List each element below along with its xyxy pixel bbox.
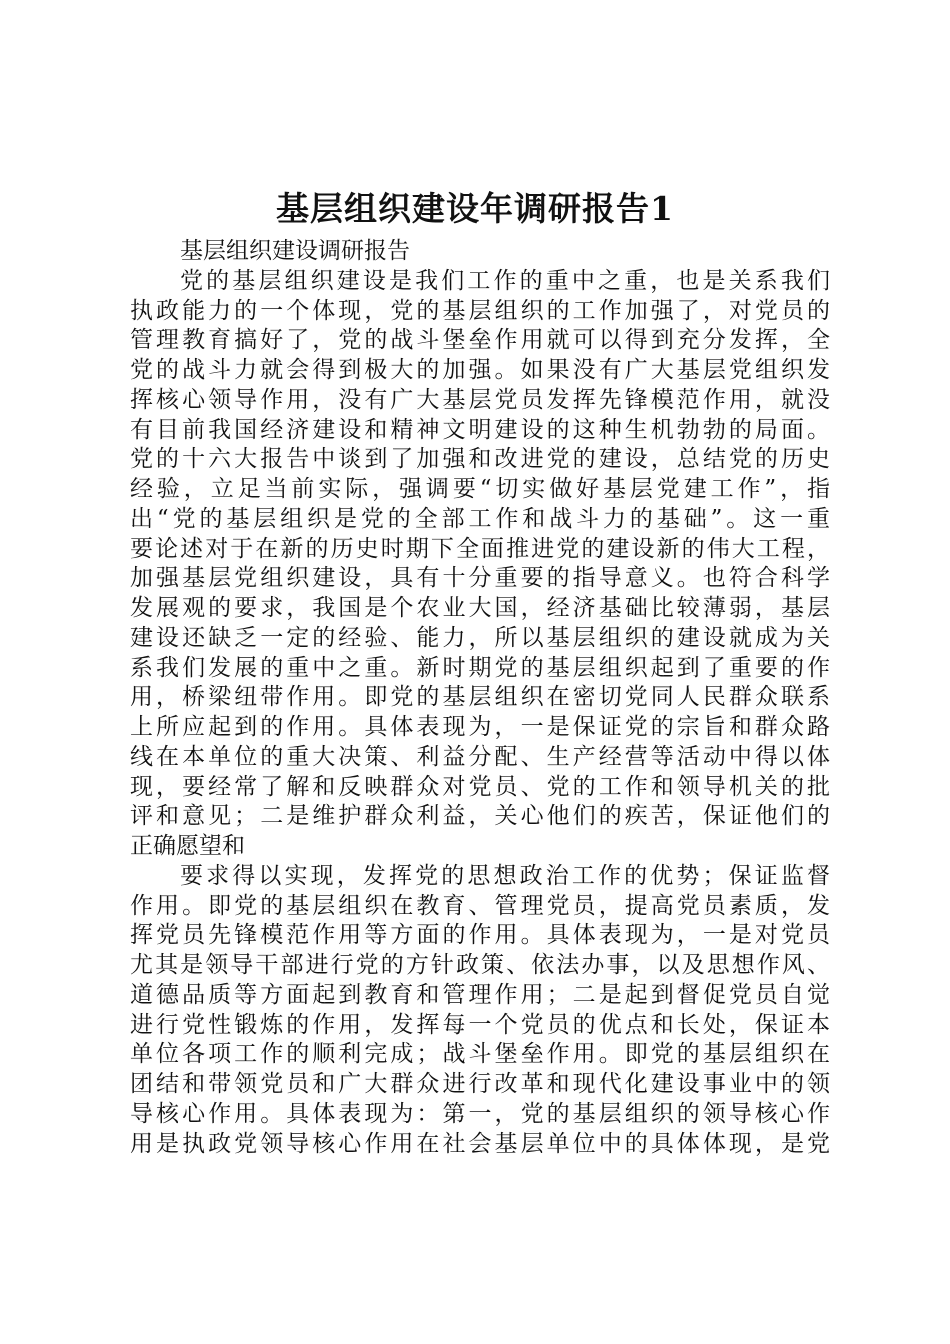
paragraph-line: 线在本单位的重大决策、利益分配、生产经营等活动中得以体 (130, 743, 830, 770)
document-subtitle: 基层组织建设调研报告 (180, 238, 410, 264)
paragraph-line: 有目前我国经济建设和精神文明建设的这种生机勃勃的局面。 (130, 416, 830, 443)
paragraph-line: 上所应起到的作用。具体表现为，一是保证党的宗旨和群众路 (130, 714, 830, 740)
paragraph-1 (130, 267, 830, 862)
paragraph-line: 现，要经常了解和反映群众对党员、党的工作和领导机关的批 (130, 773, 830, 800)
paragraph-line: 党的基层组织建设是我们工作的重中之重，也是关系我们 (180, 267, 830, 294)
paragraph-line: 系我们发展的重中之重。新时期党的基层组织起到了重要的作 (130, 654, 830, 681)
paragraph-line: 出“党的基层组织是党的全部工作和战斗力的基础”。这一重 (130, 505, 830, 532)
paragraph-line: 经验，立足当前实际，强调要“切实做好基层党建工作”，指 (130, 476, 830, 502)
document-body (130, 237, 830, 1159)
paragraph-line: 党的战斗力就会得到极大的加强。如果没有广大基层党组织发 (130, 357, 830, 383)
paragraph-line: 道德品质等方面起到教育和管理作用；二是起到督促党员自觉 (130, 981, 830, 1008)
paragraph-line: 进行党性锻炼的作用，发挥每一个党员的优点和长处，保证本 (130, 1011, 830, 1038)
paragraph-line: 团结和带领党员和广大群众进行改革和现代化建设事业中的领 (130, 1071, 830, 1097)
paragraph-line: 评和意见；二是维护群众利益，关心他们的疾苦，保证他们的 (130, 803, 830, 830)
paragraph-line: 单位各项工作的顺利完成；战斗堡垒作用。即党的基层组织在 (130, 1041, 830, 1068)
paragraph-line: 管理教育搞好了，党的战斗堡垒作用就可以得到充分发挥，全 (130, 327, 830, 354)
paragraph-line: 导核心作用。具体表现为：第一，党的基层组织的领导核心作 (130, 1100, 830, 1127)
paragraph-line: 建设还缺乏一定的经验、能力，所以基层组织的建设就成为关 (130, 624, 830, 651)
paragraph-line: 用，桥梁纽带作用。即党的基层组织在密切党同人民群众联系 (130, 684, 830, 711)
paragraph-2 (130, 862, 830, 1160)
paragraph-line: 用是执政党领导核心作用在社会基层单位中的具体体现，是党 (130, 1130, 830, 1157)
paragraph-line: 尤其是领导干部进行党的方针政策、依法办事，以及思想作风、 (130, 952, 830, 978)
paragraph-line: 要求得以实现，发挥党的思想政治工作的优势；保证监督 (180, 862, 830, 889)
paragraph-line: 发展观的要求，我国是个农业大国，经济基础比较薄弱，基层 (130, 595, 830, 621)
paragraph-line: 挥核心领导作用，没有广大基层党员发挥先锋模范作用，就没 (130, 386, 830, 413)
paragraph-line: 作用。即党的基层组织在教育、管理党员，提高党员素质，发 (130, 892, 830, 919)
paragraph-line: 党的十六大报告中谈到了加强和改进党的建设，总结党的历史 (130, 446, 830, 473)
paragraph-line: 执政能力的一个体现，党的基层组织的工作加强了，对党员的 (130, 297, 830, 324)
paragraph-line: 挥党员先锋模范作用等方面的作用。具体表现为，一是对党员 (130, 922, 830, 949)
paragraph-line: 正确愿望和 (130, 833, 245, 859)
paragraph-line: 要论述对于在新的历史时期下全面推进党的建设新的伟大工程， (130, 535, 830, 562)
paragraph-line: 加强基层党组织建设，具有十分重要的指导意义。也符合科学 (130, 565, 830, 592)
document-title: 基层组织建设年调研报告1 (276, 189, 674, 228)
